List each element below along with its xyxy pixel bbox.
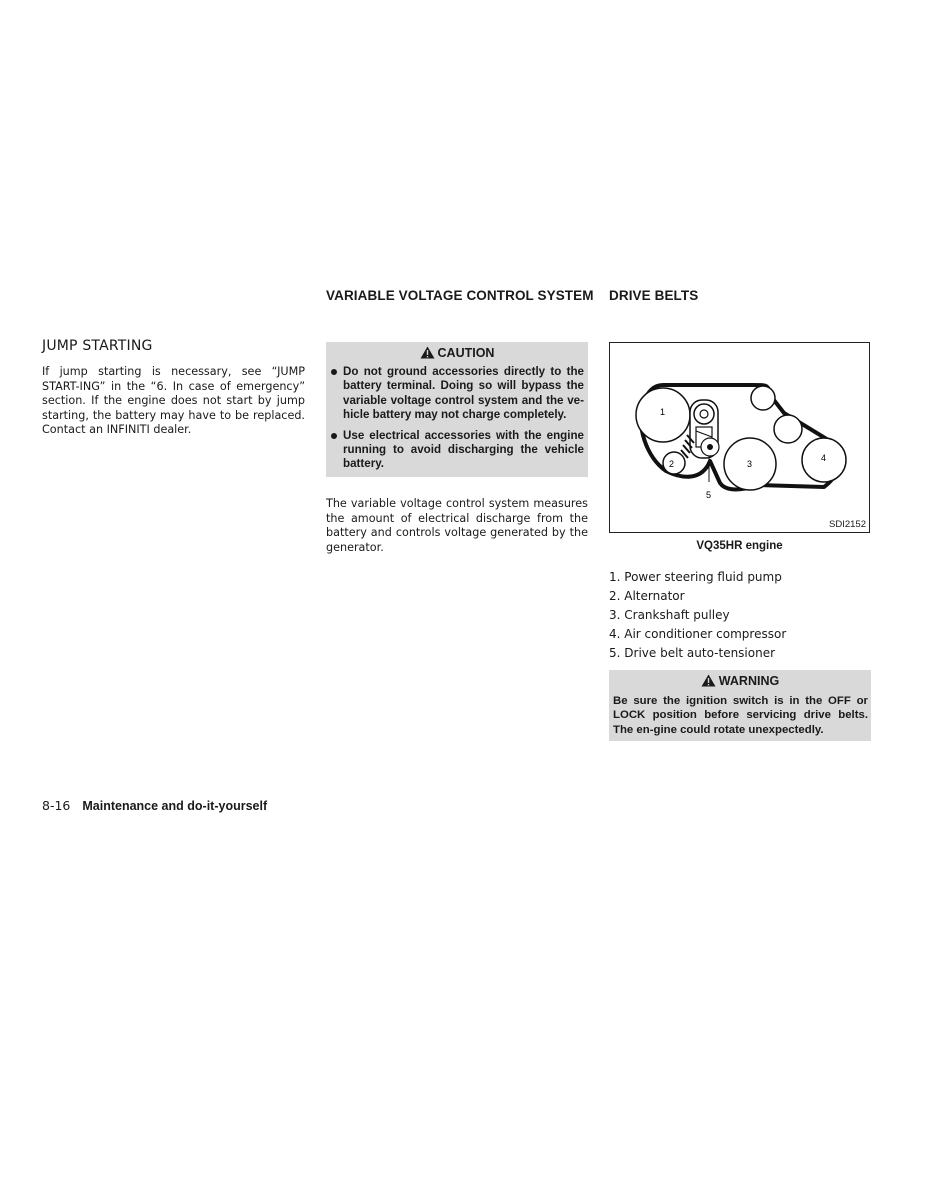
list-item: 2. Alternator — [609, 589, 685, 603]
list-item: 1. Power steering fluid pump — [609, 570, 782, 584]
figure-code: SDI2152 — [829, 519, 866, 530]
figure-caption: VQ35HR engine — [696, 540, 783, 552]
caution-box — [326, 342, 588, 477]
label-1: 1 — [660, 407, 666, 417]
warning-label: WARNING — [718, 673, 780, 688]
jump-starting-body: If jump starting is necessary, see “JUMP START-ING” in the “6. In case of emergency” section. If the engine does not start by jump starting, the battery may have to be replaced. Contact an INFINITI dealer. — [42, 365, 305, 437]
label-3: 3 — [747, 459, 753, 469]
bullet-icon — [331, 369, 337, 375]
warning-header — [609, 670, 871, 691]
chapter-title: Maintenance and do-it-yourself — [82, 799, 268, 813]
variable-voltage-body: The variable voltage control system measures the amount of electrical discharge from the battery and controls voltage generated by the generator. — [326, 497, 588, 554]
list-item: 3. Crankshaft pulley — [609, 608, 730, 622]
variable-voltage-title: VARIABLE VOLTAGE CONTROL SYSTEM — [326, 288, 594, 303]
label-4: 4 — [821, 453, 827, 463]
bullet-icon — [331, 433, 337, 439]
warning-text: Be sure the ignition switch is in the OFF or LOCK position before servicing drive belts. The en-gine could rotate unexpectedly. — [613, 695, 868, 736]
list-item: 5. Drive belt auto-tensioner — [609, 646, 776, 660]
label-5: 5 — [706, 490, 712, 500]
caution-item — [330, 429, 584, 472]
caution-item-text: Do not ground accessories directly to the battery terminal. Doing so will bypass the variable voltage control system and the ve-hicle battery may not charge completely. — [343, 365, 584, 422]
caution-item — [330, 365, 584, 423]
caution-label: CAUTION — [437, 345, 495, 360]
warning-triangle-icon — [420, 346, 435, 359]
caution-list — [326, 363, 588, 477]
caution-item-text: Use electrical accessories with the engine running to avoid discharging the vehicle battery. — [343, 428, 584, 471]
list-item: 4. Air conditioner compressor — [609, 627, 787, 641]
warning-triangle-icon — [701, 674, 716, 687]
jump-starting-title: JUMP STARTING — [42, 338, 153, 354]
caution-header — [326, 342, 588, 363]
drive-belts-title: DRIVE BELTS — [609, 288, 699, 303]
drive-belt-diagram — [609, 342, 870, 533]
page-number: 8-16 — [42, 798, 71, 813]
warning-box — [609, 670, 871, 741]
drive-belt-routing-svg — [610, 343, 869, 532]
label-2: 2 — [669, 459, 675, 469]
parts-list — [609, 568, 786, 663]
page-footer — [42, 798, 267, 813]
